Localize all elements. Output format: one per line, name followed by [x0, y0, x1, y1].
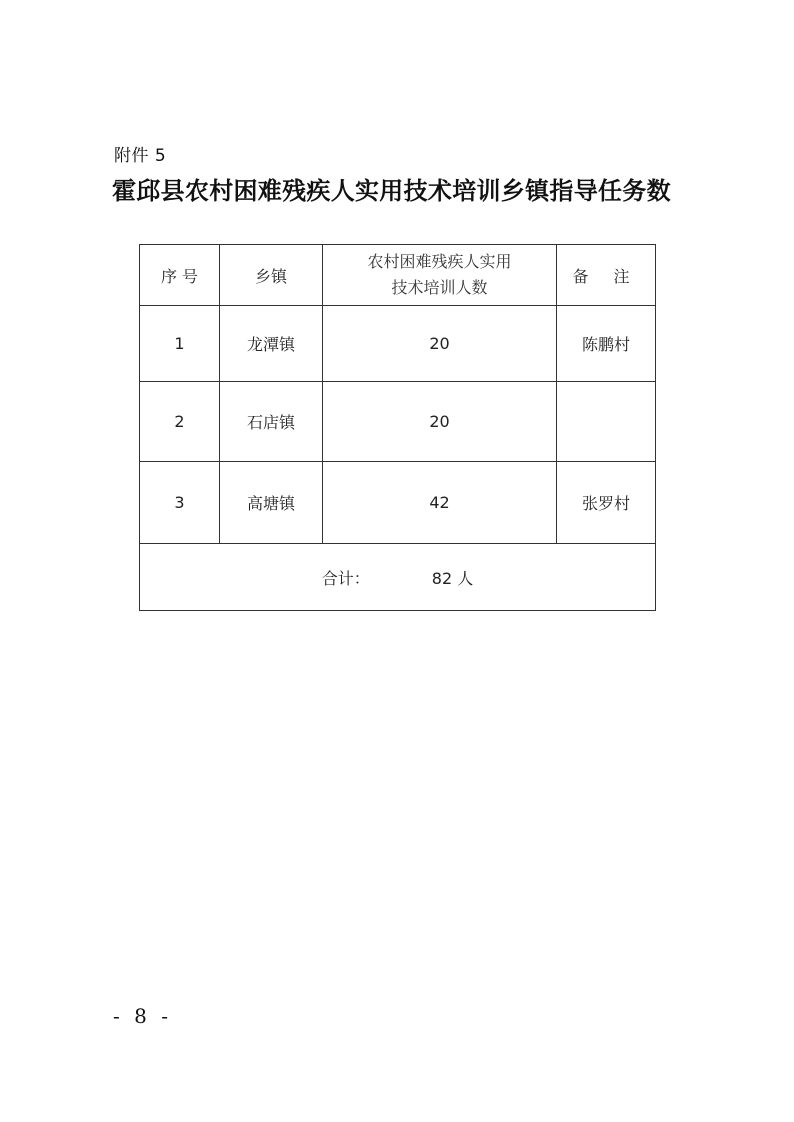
row-remark: 陈鹏村 [557, 306, 656, 382]
row-town: 石店镇 [220, 382, 323, 462]
table-row [140, 462, 656, 544]
table-total-row [140, 544, 656, 611]
header-seq: 序 号 [140, 245, 220, 306]
row-town: 高塘镇 [220, 462, 323, 544]
training-task-table [139, 244, 656, 611]
header-training-count [323, 245, 557, 306]
row-seq: 1 [140, 306, 220, 382]
row-seq: 2 [140, 382, 220, 462]
table-row [140, 306, 656, 382]
row-count: 20 [323, 382, 557, 462]
total-value: 82 人 [431, 568, 474, 588]
header-training-count-line2: 技术培训人数 [391, 278, 488, 297]
row-remark [557, 382, 656, 462]
header-remark: 备 注 [557, 245, 656, 306]
total-cell [140, 544, 656, 611]
row-count: 20 [323, 306, 557, 382]
page-number: - 8 - [113, 1004, 172, 1028]
row-town: 龙潭镇 [220, 306, 323, 382]
table-row [140, 382, 656, 462]
row-count: 42 [323, 462, 557, 544]
row-remark: 张罗村 [557, 462, 656, 544]
header-town: 乡镇 [220, 245, 323, 306]
header-training-count-line1: 农村困难残疾人实用 [367, 252, 512, 271]
document-title: 霍邱县农村困难残疾人实用技术培训乡镇指导任务数 [112, 177, 671, 205]
attachment-label: 附件 5 [114, 146, 167, 166]
table-header-row [140, 245, 656, 306]
total-label: 合计： [321, 568, 370, 588]
row-seq: 3 [140, 462, 220, 544]
